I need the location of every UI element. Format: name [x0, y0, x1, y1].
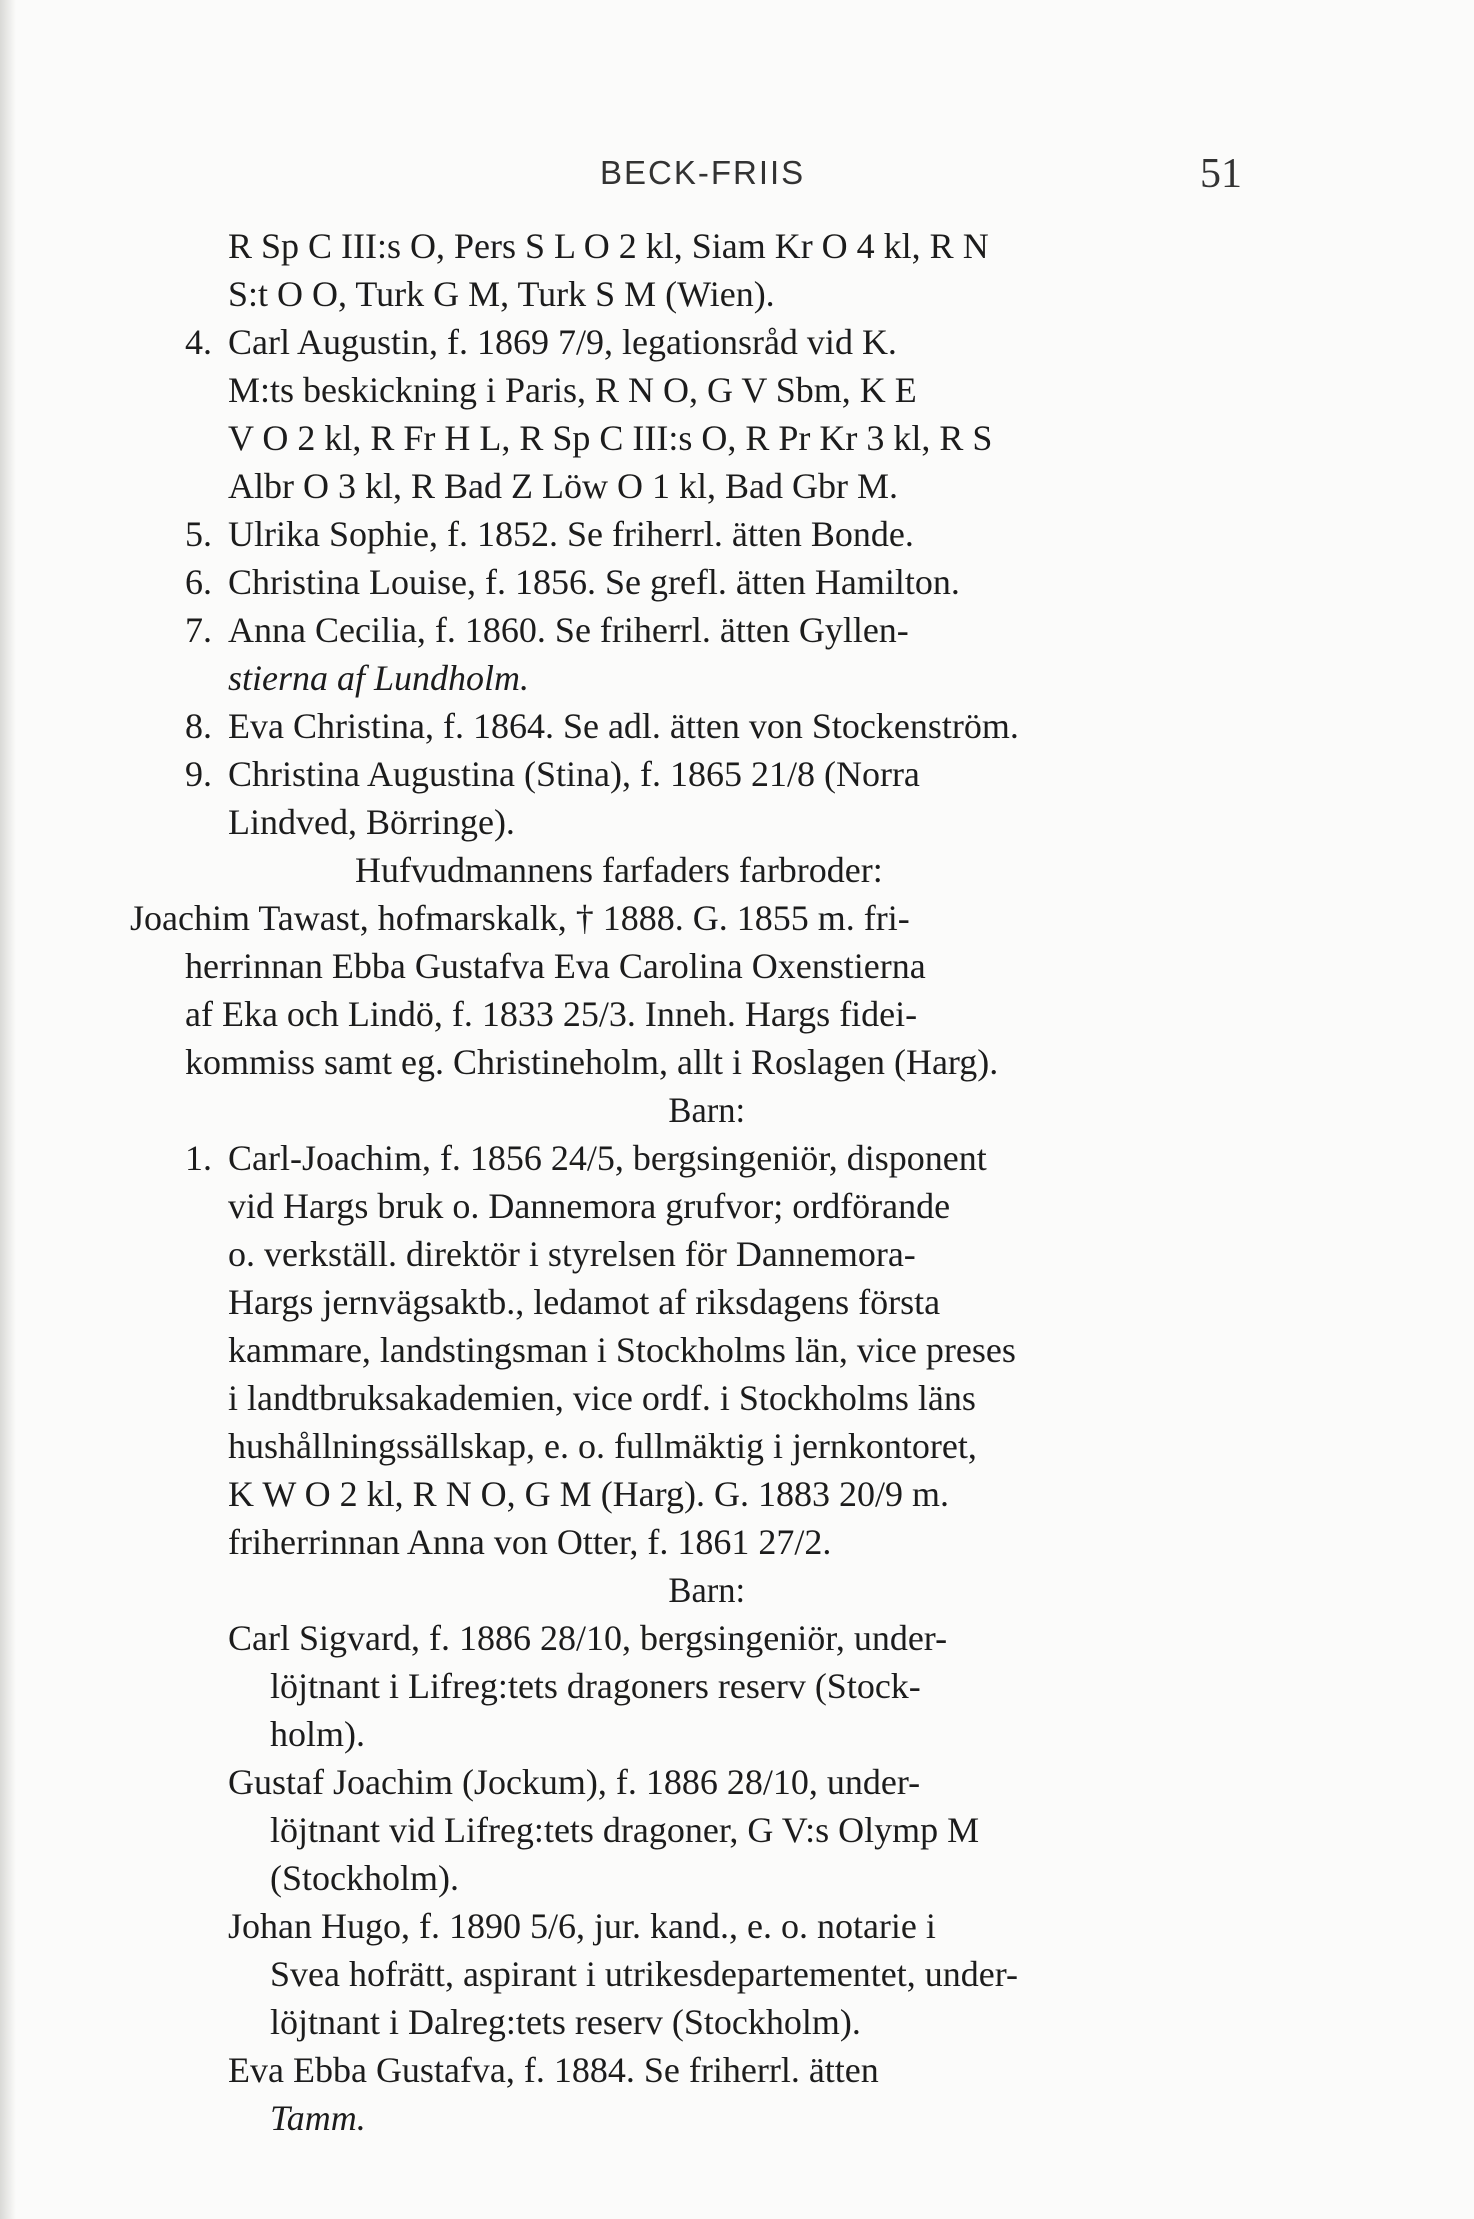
child-entry: [0, 1902, 1474, 1950]
line-text: löjtnant i Dalreg:tets reserv (Stockholm).: [270, 2002, 861, 2042]
line-text: Carl-Joachim, f. 1856 24/5, bergsingeniör, disponent: [228, 1138, 987, 1178]
child-entry: [0, 1614, 1474, 1662]
entry-number: 7.: [185, 610, 212, 650]
section-heading: [0, 846, 1474, 894]
text-line: [0, 2094, 1474, 2142]
line-text: löjtnant vid Lifreg:tets dragoner, G V:s Olymp M: [270, 1810, 980, 1850]
line-text: Albr O 3 kl, R Bad Z Löw O 1 kl, Bad Gbr M.: [228, 466, 898, 506]
running-title: BECK-FRIIS: [600, 154, 806, 191]
line-text: M:ts beskickning i Paris, R N O, G V Sbm, K E: [228, 370, 917, 410]
text-line: [0, 1470, 1474, 1518]
entry-number: 6.: [185, 562, 212, 602]
text-line: [0, 1374, 1474, 1422]
text-line: [0, 1950, 1474, 1998]
text-line: [0, 1806, 1474, 1854]
line-text: Barn:: [668, 1570, 746, 1610]
line-text: vid Hargs bruk o. Dannemora grufvor; ordförande: [228, 1186, 951, 1226]
entry-number: 4.: [185, 322, 212, 362]
line-text: af Eka och Lindö, f. 1833 25/3. Inneh. Hargs fidei-: [185, 994, 918, 1034]
line-text: Gustaf Joachim (Jockum), f. 1886 28/10, under-: [228, 1762, 921, 1802]
line-text: Hargs jernvägsaktb., ledamot af riksdagens första: [228, 1282, 941, 1322]
line-text: Christina Augustina (Stina), f. 1865 21/8 (Norra: [228, 754, 920, 794]
text-line: [0, 942, 1474, 990]
line-text: herrinnan Ebba Gustafva Eva Carolina Oxenstierna: [185, 946, 926, 986]
entry-5: [0, 510, 1474, 558]
line-text: hushållningssällskap, e. o. fullmäktig i jernkontoret,: [228, 1426, 977, 1466]
barn-heading: [0, 1086, 1474, 1134]
line-text: Lindved, Börringe).: [228, 802, 515, 842]
running-head: [0, 150, 1474, 200]
text-line: [0, 1998, 1474, 2046]
line-text: i landtbruksakademien, vice ordf. i Stockholms läns: [228, 1378, 976, 1418]
entry-1: [0, 1134, 1474, 1182]
line-text: Barn:: [668, 1090, 746, 1130]
text-line: [0, 1278, 1474, 1326]
line-text: Hufvudmannens farfaders farbroder:: [355, 850, 883, 890]
line-text: friherrinnan Anna von Otter, f. 1861 27/2.: [228, 1522, 832, 1562]
text-line: [0, 1230, 1474, 1278]
text-line: [0, 1326, 1474, 1374]
text-line: [0, 894, 1474, 942]
text-line: [0, 462, 1474, 510]
text-line: [0, 1662, 1474, 1710]
child-entry: [0, 1758, 1474, 1806]
barn-heading: [0, 1566, 1474, 1614]
line-text: kammare, landstingsman i Stockholms län, vice preses: [228, 1330, 1016, 1370]
text-line: [0, 1422, 1474, 1470]
line-text: Svea hofrätt, aspirant i utrikesdepartementet, under-: [270, 1954, 1019, 1994]
line-text: löjtnant i Lifreg:tets dragoners reserv (Stock-: [270, 1666, 921, 1706]
entry-4: [0, 318, 1474, 366]
line-text: (Stockholm).: [270, 1858, 459, 1898]
text-line: [0, 1518, 1474, 1566]
line-text: o. verkställ. direktör i styrelsen för Dannemora-: [228, 1234, 916, 1274]
page-number: 51: [1200, 151, 1242, 197]
line-text: S:t O O, Turk G M, Turk S M (Wien).: [228, 274, 775, 314]
line-text: Anna Cecilia, f. 1860. Se friherrl. ätten Gyllen-: [228, 610, 909, 650]
text-line: [0, 654, 1474, 702]
line-text: Tamm.: [270, 2098, 366, 2138]
line-text: V O 2 kl, R Fr H L, R Sp C III:s O, R Pr Kr 3 kl, R S: [228, 418, 993, 458]
line-text: Carl Augustin, f. 1869 7/9, legationsråd vid K.: [228, 322, 897, 362]
text-line: [0, 270, 1474, 318]
text-line: [0, 1182, 1474, 1230]
line-text: Joachim Tawast, hofmarskalk, † 1888. G. 1855 m. fri-: [130, 898, 910, 938]
line-text: stierna af Lundholm.: [228, 658, 530, 698]
entry-9: [0, 750, 1474, 798]
text-line: [0, 990, 1474, 1038]
line-text: Christina Louise, f. 1856. Se grefl. ätten Hamilton.: [228, 562, 960, 602]
text-line: [0, 366, 1474, 414]
line-text: Ulrika Sophie, f. 1852. Se friherrl. ätten Bonde.: [228, 514, 914, 554]
entry-6: [0, 558, 1474, 606]
entry-number: 9.: [185, 754, 212, 794]
text-line: [0, 414, 1474, 462]
line-text: Johan Hugo, f. 1890 5/6, jur. kand., e. o. notarie i: [228, 1906, 936, 1946]
child-entry: [0, 2046, 1474, 2094]
entry-number: 8.: [185, 706, 212, 746]
entry-8: [0, 702, 1474, 750]
line-text: kommiss samt eg. Christineholm, allt i Roslagen (Harg).: [185, 1042, 999, 1082]
line-text: Eva Christina, f. 1864. Se adl. ätten von Stockenström.: [228, 706, 1019, 746]
text-line: [0, 1038, 1474, 1086]
text-line: [0, 1854, 1474, 1902]
text-line: [0, 798, 1474, 846]
line-text: holm).: [270, 1714, 365, 1754]
line-text: R Sp C III:s O, Pers S L O 2 kl, Siam Kr O 4 kl, R N: [228, 226, 989, 266]
line-text: Eva Ebba Gustafva, f. 1884. Se friherrl. ätten: [228, 2050, 879, 2090]
line-text: Carl Sigvard, f. 1886 28/10, bergsingeniör, under-: [228, 1618, 948, 1658]
entry-7: [0, 606, 1474, 654]
entry-number: 1.: [185, 1138, 212, 1178]
text-line: [0, 222, 1474, 270]
line-text: K W O 2 kl, R N O, G M (Harg). G. 1883 20/9 m.: [228, 1474, 949, 1514]
entry-number: 5.: [185, 514, 212, 554]
text-line: [0, 1710, 1474, 1758]
